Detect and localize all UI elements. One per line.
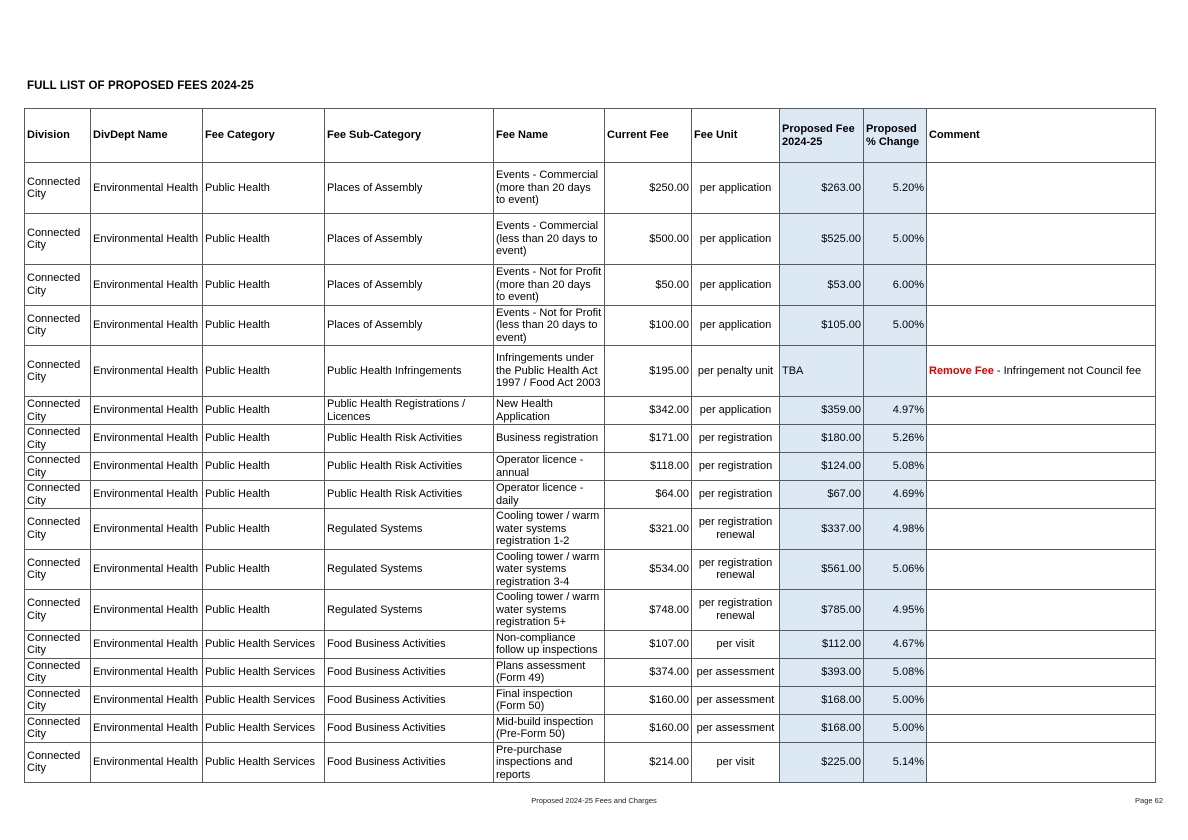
- comment-cell: [927, 686, 1156, 714]
- fee-sub-category-cell: Food Business Activities: [325, 742, 494, 783]
- comment-cell: [927, 630, 1156, 658]
- table-row: [25, 630, 1156, 658]
- proposed-fee-cell: $105.00: [780, 305, 864, 346]
- current-fee-cell: $342.00: [605, 397, 692, 425]
- fee-category-cell: Public Health: [203, 481, 325, 509]
- fee-sub-category-cell: Food Business Activities: [325, 714, 494, 742]
- current-fee-cell: $118.00: [605, 453, 692, 481]
- fee-name-cell: Events - Not for Profit (less than 20 days to event): [494, 305, 605, 346]
- current-fee-cell: $534.00: [605, 549, 692, 590]
- table-row: [25, 549, 1156, 590]
- comment-cell: [927, 658, 1156, 686]
- fee-name-cell: Cooling tower / warm water systems registration 1-2: [494, 509, 605, 550]
- table-row: [25, 425, 1156, 453]
- fee-sub-category-cell: Public Health Risk Activities: [325, 425, 494, 453]
- proposed-change-cell: 5.00%: [864, 305, 927, 346]
- fee-name-cell: Cooling tower / warm water systems registration 5+: [494, 590, 605, 631]
- fee-unit-cell: per application: [692, 214, 780, 265]
- comment-cell: [927, 453, 1156, 481]
- comment-cell: [927, 305, 1156, 346]
- dept-name-cell: Environmental Health: [91, 397, 203, 425]
- proposed-change-cell: 4.69%: [864, 481, 927, 509]
- fee-category-cell: Public Health Services: [203, 630, 325, 658]
- comment-cell: [927, 509, 1156, 550]
- table-row: [25, 658, 1156, 686]
- division-cell: Connected City: [25, 590, 91, 631]
- dept-name-cell: Environmental Health: [91, 163, 203, 214]
- fee-unit-cell: per registration: [692, 481, 780, 509]
- comment-cell: [927, 346, 1156, 397]
- table-row: [25, 686, 1156, 714]
- fee-category-cell: Public Health: [203, 397, 325, 425]
- current-fee-cell: $195.00: [605, 346, 692, 397]
- division-cell: Connected City: [25, 163, 91, 214]
- current-fee-cell: $171.00: [605, 425, 692, 453]
- fee-category-cell: Public Health: [203, 549, 325, 590]
- proposed-change-cell: 4.97%: [864, 397, 927, 425]
- proposed-fee-cell: $53.00: [780, 265, 864, 306]
- proposed-fee-cell: $393.00: [780, 658, 864, 686]
- fee-sub-category-cell: Food Business Activities: [325, 658, 494, 686]
- fee-name-cell: Final inspection (Form 50): [494, 686, 605, 714]
- proposed-change-cell: 6.00%: [864, 265, 927, 306]
- fee-unit-cell: per registration renewal: [692, 590, 780, 631]
- fee-name-cell: New Health Application: [494, 397, 605, 425]
- comment-cell: [927, 214, 1156, 265]
- dept-name-cell: Environmental Health: [91, 590, 203, 631]
- division-cell: Connected City: [25, 425, 91, 453]
- dept-name-cell: Environmental Health: [91, 714, 203, 742]
- division-cell: Connected City: [25, 305, 91, 346]
- header-current-fee: Current Fee: [605, 109, 692, 163]
- division-cell: Connected City: [25, 481, 91, 509]
- header-proposed-fee: Proposed Fee 2024-25: [780, 109, 864, 163]
- current-fee-cell: $374.00: [605, 658, 692, 686]
- proposed-change-cell: 5.08%: [864, 658, 927, 686]
- fee-category-cell: Public Health: [203, 305, 325, 346]
- dept-name-cell: Environmental Health: [91, 305, 203, 346]
- comment-cell: [927, 481, 1156, 509]
- fee-unit-cell: per assessment: [692, 686, 780, 714]
- fee-sub-category-cell: Public Health Registrations / Licences: [325, 397, 494, 425]
- fees-table: [24, 108, 1156, 783]
- table-row: [25, 346, 1156, 397]
- proposed-fee-cell: $180.00: [780, 425, 864, 453]
- header-proposed-change: Proposed % Change: [864, 109, 927, 163]
- current-fee-cell: $107.00: [605, 630, 692, 658]
- footer-page-number: Page 62: [1135, 796, 1163, 805]
- current-fee-cell: $500.00: [605, 214, 692, 265]
- fee-category-cell: Public Health: [203, 214, 325, 265]
- fee-unit-cell: per registration: [692, 425, 780, 453]
- fee-unit-cell: per visit: [692, 742, 780, 783]
- dept-name-cell: Environmental Health: [91, 630, 203, 658]
- proposed-change-cell: 5.26%: [864, 425, 927, 453]
- fee-name-cell: Events - Commercial (more than 20 days to event): [494, 163, 605, 214]
- proposed-change-cell: 5.06%: [864, 549, 927, 590]
- fee-name-cell: Infringements under the Public Health Act 1997 / Food Act 2003: [494, 346, 605, 397]
- table-row: [25, 214, 1156, 265]
- fee-unit-cell: per assessment: [692, 714, 780, 742]
- fee-unit-cell: per registration: [692, 453, 780, 481]
- proposed-fee-cell: $359.00: [780, 397, 864, 425]
- proposed-fee-cell: $785.00: [780, 590, 864, 631]
- table-row: [25, 453, 1156, 481]
- fee-name-cell: Business registration: [494, 425, 605, 453]
- fee-category-cell: Public Health: [203, 265, 325, 306]
- proposed-fee-cell: $225.00: [780, 742, 864, 783]
- proposed-fee-cell: $561.00: [780, 549, 864, 590]
- proposed-fee-cell: $337.00: [780, 509, 864, 550]
- fee-category-cell: Public Health: [203, 509, 325, 550]
- proposed-fee-cell: $168.00: [780, 714, 864, 742]
- fee-sub-category-cell: Regulated Systems: [325, 549, 494, 590]
- current-fee-cell: $100.00: [605, 305, 692, 346]
- proposed-fee-cell: $124.00: [780, 453, 864, 481]
- table-header-row: [25, 109, 1156, 163]
- dept-name-cell: Environmental Health: [91, 549, 203, 590]
- header-comment: Comment: [927, 109, 1156, 163]
- proposed-change-cell: 4.98%: [864, 509, 927, 550]
- current-fee-cell: $160.00: [605, 686, 692, 714]
- comment-cell: [927, 590, 1156, 631]
- fee-sub-category-cell: Places of Assembly: [325, 163, 494, 214]
- comment-flag: Remove Fee: [929, 364, 994, 377]
- fee-name-cell: Pre-purchase inspections and reports: [494, 742, 605, 783]
- header-fee-category: Fee Category: [203, 109, 325, 163]
- fee-sub-category-cell: Places of Assembly: [325, 265, 494, 306]
- fee-category-cell: Public Health: [203, 425, 325, 453]
- current-fee-cell: $748.00: [605, 590, 692, 631]
- division-cell: Connected City: [25, 742, 91, 783]
- comment-cell: [927, 742, 1156, 783]
- fee-category-cell: Public Health: [203, 453, 325, 481]
- fee-category-cell: Public Health Services: [203, 714, 325, 742]
- division-cell: Connected City: [25, 265, 91, 306]
- comment-cell: [927, 163, 1156, 214]
- proposed-fee-cell: TBA: [780, 346, 864, 397]
- proposed-change-cell: 5.00%: [864, 714, 927, 742]
- fee-name-cell: Events - Not for Profit (more than 20 days to event): [494, 265, 605, 306]
- fee-category-cell: Public Health Services: [203, 686, 325, 714]
- fee-unit-cell: per visit: [692, 630, 780, 658]
- footer-document-name: Proposed 2024-25 Fees and Charges: [531, 796, 657, 805]
- header-divdept-name: DivDept Name: [91, 109, 203, 163]
- fee-sub-category-cell: Food Business Activities: [325, 630, 494, 658]
- fee-sub-category-cell: Public Health Risk Activities: [325, 481, 494, 509]
- division-cell: Connected City: [25, 509, 91, 550]
- dept-name-cell: Environmental Health: [91, 214, 203, 265]
- comment-cell: [927, 397, 1156, 425]
- table-row: [25, 714, 1156, 742]
- fee-name-cell: Operator licence - daily: [494, 481, 605, 509]
- current-fee-cell: $50.00: [605, 265, 692, 306]
- header-fee-name: Fee Name: [494, 109, 605, 163]
- dept-name-cell: Environmental Health: [91, 265, 203, 306]
- dept-name-cell: Environmental Health: [91, 346, 203, 397]
- current-fee-cell: $250.00: [605, 163, 692, 214]
- current-fee-cell: $321.00: [605, 509, 692, 550]
- dept-name-cell: Environmental Health: [91, 509, 203, 550]
- fee-name-cell: Non-compliance follow up inspections: [494, 630, 605, 658]
- fee-sub-category-cell: Places of Assembly: [325, 214, 494, 265]
- table-row: [25, 265, 1156, 306]
- fee-sub-category-cell: Food Business Activities: [325, 686, 494, 714]
- proposed-change-cell: 5.20%: [864, 163, 927, 214]
- proposed-change-cell: [864, 346, 927, 397]
- division-cell: Connected City: [25, 214, 91, 265]
- fee-name-cell: Operator licence - annual: [494, 453, 605, 481]
- current-fee-cell: $160.00: [605, 714, 692, 742]
- fee-category-cell: Public Health Services: [203, 742, 325, 783]
- division-cell: Connected City: [25, 630, 91, 658]
- table-row: [25, 590, 1156, 631]
- fee-category-cell: Public Health: [203, 163, 325, 214]
- dept-name-cell: Environmental Health: [91, 742, 203, 783]
- comment-text: - Infringement not Council fee: [993, 364, 1142, 377]
- proposed-fee-cell: $67.00: [780, 481, 864, 509]
- fee-unit-cell: per application: [692, 397, 780, 425]
- fee-unit-cell: per registration renewal: [692, 509, 780, 550]
- table-row: [25, 742, 1156, 783]
- fee-name-cell: Mid-build inspection (Pre-Form 50): [494, 714, 605, 742]
- proposed-fee-cell: $112.00: [780, 630, 864, 658]
- division-cell: Connected City: [25, 549, 91, 590]
- header-fee-unit: Fee Unit: [692, 109, 780, 163]
- fee-unit-cell: per application: [692, 265, 780, 306]
- fee-unit-cell: per application: [692, 305, 780, 346]
- fee-category-cell: Public Health: [203, 346, 325, 397]
- division-cell: Connected City: [25, 686, 91, 714]
- comment-cell: [927, 425, 1156, 453]
- fee-name-cell: Cooling tower / warm water systems registration 3-4: [494, 549, 605, 590]
- proposed-fee-cell: $263.00: [780, 163, 864, 214]
- fee-sub-category-cell: Regulated Systems: [325, 509, 494, 550]
- division-cell: Connected City: [25, 658, 91, 686]
- fee-name-cell: Plans assessment (Form 49): [494, 658, 605, 686]
- current-fee-cell: $214.00: [605, 742, 692, 783]
- fee-unit-cell: per registration renewal: [692, 549, 780, 590]
- header-division: Division: [25, 109, 91, 163]
- fee-unit-cell: per penalty unit: [692, 346, 780, 397]
- fee-sub-category-cell: Regulated Systems: [325, 590, 494, 631]
- dept-name-cell: Environmental Health: [91, 481, 203, 509]
- proposed-change-cell: 5.00%: [864, 214, 927, 265]
- header-fee-sub-category: Fee Sub-Category: [325, 109, 494, 163]
- comment-cell: [927, 265, 1156, 306]
- table-row: [25, 305, 1156, 346]
- fee-category-cell: Public Health Services: [203, 658, 325, 686]
- fee-sub-category-cell: Public Health Risk Activities: [325, 453, 494, 481]
- division-cell: Connected City: [25, 714, 91, 742]
- comment-cell: [927, 714, 1156, 742]
- dept-name-cell: Environmental Health: [91, 658, 203, 686]
- table-row: [25, 481, 1156, 509]
- fee-unit-cell: per assessment: [692, 658, 780, 686]
- fee-sub-category-cell: Public Health Infringements: [325, 346, 494, 397]
- table-row: [25, 509, 1156, 550]
- dept-name-cell: Environmental Health: [91, 686, 203, 714]
- fee-name-cell: Events - Commercial (less than 20 days to event): [494, 214, 605, 265]
- division-cell: Connected City: [25, 397, 91, 425]
- proposed-change-cell: 5.08%: [864, 453, 927, 481]
- dept-name-cell: Environmental Health: [91, 425, 203, 453]
- division-cell: Connected City: [25, 346, 91, 397]
- proposed-change-cell: 5.00%: [864, 686, 927, 714]
- dept-name-cell: Environmental Health: [91, 453, 203, 481]
- comment-cell: [927, 549, 1156, 590]
- proposed-fee-cell: $525.00: [780, 214, 864, 265]
- proposed-change-cell: 5.14%: [864, 742, 927, 783]
- table-row: [25, 163, 1156, 214]
- fee-category-cell: Public Health: [203, 590, 325, 631]
- proposed-fee-cell: $168.00: [780, 686, 864, 714]
- division-cell: Connected City: [25, 453, 91, 481]
- fee-sub-category-cell: Places of Assembly: [325, 305, 494, 346]
- proposed-change-cell: 4.95%: [864, 590, 927, 631]
- document-title: FULL LIST OF PROPOSED FEES 2024-25: [27, 80, 254, 92]
- fee-unit-cell: per application: [692, 163, 780, 214]
- current-fee-cell: $64.00: [605, 481, 692, 509]
- table-row: [25, 397, 1156, 425]
- proposed-change-cell: 4.67%: [864, 630, 927, 658]
